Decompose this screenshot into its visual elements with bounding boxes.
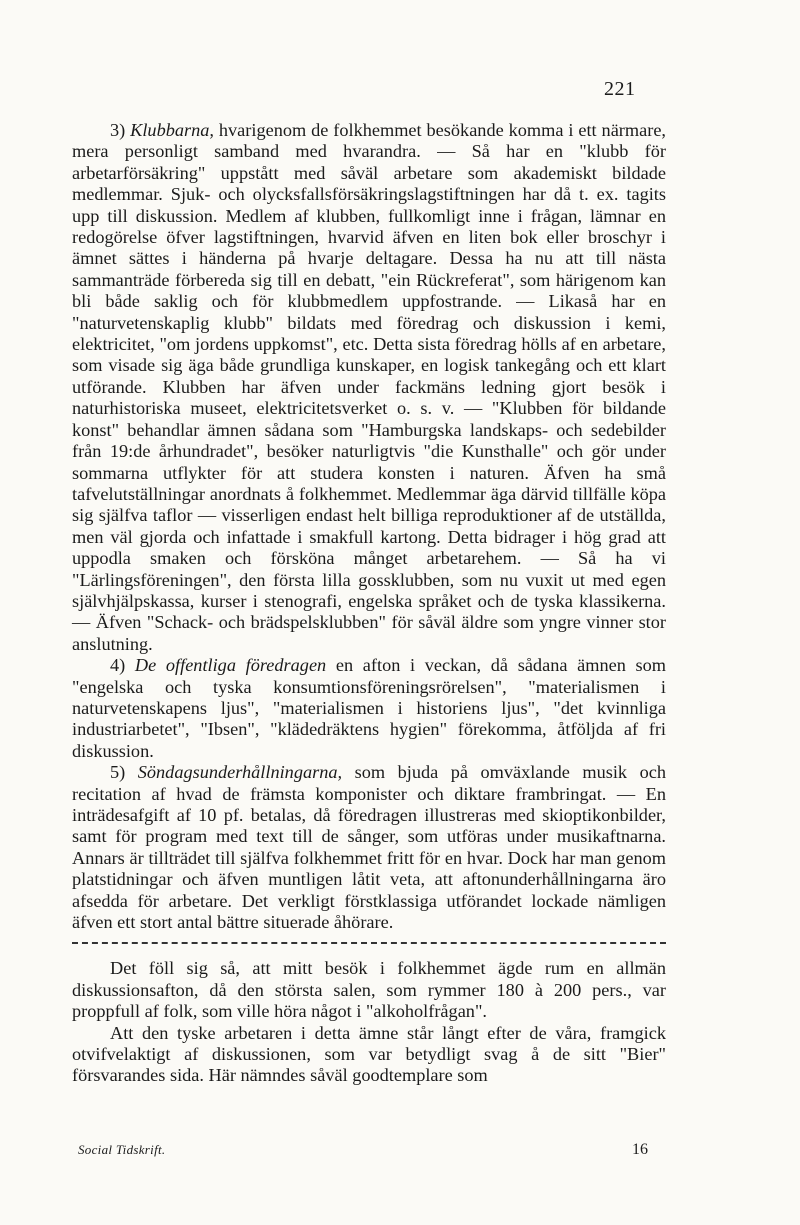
item-number: 4) [110, 655, 135, 676]
item-title: Söndagsunderhållningarna, [137, 762, 343, 783]
journal-name: Social Tidskrift. [78, 1142, 166, 1157]
paragraph-foredragen [72, 655, 666, 762]
paragraph-klubbarna [72, 120, 666, 655]
item-title: Klubbarna, [130, 120, 214, 140]
item-text: som bjuda på omväxlande musik och recitation af hvad de främsta komponister och diktare frambringat. — En inträdesafgift af 10 pf. betalas, då föredragen illustreras med skioptikonbilder, samt för program med text till de sånger, som utföras under musikaftnarna. Annars är tillträdet till själfva folkhemmet fritt för en hvar. Dock har man genom platstidningar och äfven muntligen låtit veta, att aftonunderhållningarna äro afsedda för arbetare. Det verkligt förstklassiga utförandet lockade nämligen äfven ett stort antal bättre situerade åhörare. [72, 762, 666, 933]
section-divider [72, 942, 666, 944]
page-number: 221 [604, 78, 636, 100]
item-number: 5) [110, 762, 138, 783]
paragraph-alkoholfragan: Att den tyske arbetaren i detta ämne står långt efter de våra, framgick otvifvelaktigt af diskussionen, som var betydligt svag å de sitt "Bier" försvarandes sida. Här nämndes såväl goodtemplare som [72, 1022, 666, 1086]
item-number: 3) [110, 120, 131, 140]
paragraph-besok: Det föll sig så, att mitt besök i folkhemmet ägde rum en allmän diskussionsafton, då den största salen, som rymmer 180 à 200 pers., var proppfull af folk, som ville höra något i "alkoholfrågan". [72, 958, 666, 1022]
signature-number: 16 [632, 1141, 648, 1158]
page-footer [78, 1141, 650, 1159]
item-text: hvarigenom de folkhemmet besökande komma i ett närmare, mera personligt samband med hvarandra. — Så har en "klubb för arbetarförsäkring" uppstått med såväl arbetare som akademiskt bildade medlemmar. Sjuk- och olycksfallsförsäkringslagstiftningen har då t. ex. tagits upp till diskussion. Medlem af klubben, fullkomligt inne i frågan, lämnar en redogörelse öfver lagstiftningen, hvarvid äfven en liten bok eller broschyr i ämnet sättes i händerna på hvarje deltagare. Dessa ha nu att till nästa sammanträde förbereda sig till en debatt, "ein Rückreferat", som härigenom kan bli både saklig och för klubbmedlem uppfostrande. — Likaså har en "naturvetenskaplig klubb" bildats med föredrag och diskussion i kemi, elektricitet, "om jordens uppkomst", etc. Detta sista föredrag hölls af en arbetare, som visade sig äga både grundliga kunskaper, en logisk tankegång och ett klart utförande. Klubben har äfven under fackmäns ledning gjort besök i naturhistoriska museet, elektricitetsverket o. s. v. — "Klubben för bildande konst" behandlar ämnen sådana som "Hamburgska landskaps- och sedebilder från 19:de århundradet", besöker naturligtvis "die Kunsthalle" och gör under sommarna utflykter för att studera konsten i naturen. Äfven ha små tafvelutställningar anordnats å folkhemmet. Medlemmar äga därvid tillfälle köpa sig själfva taflor — visserligen endast helt billiga reproduktioner af de utställda, men väl gjorda och infattade i smakfull kartong. Detta bidrager i hög grad att uppodla smaken och försköna månget arbetarehem. — Så ha vi "Lärlingsföreningen", den första lilla gossklubben, som nu vuxit ut med egen självhjälpskassa, kurser i stenografi, engelska språket och de tyska klassikerna. — Äfven "Schack- och brädspelsklubben" för såväl äldre som yngre vinner stor anslutning. [72, 120, 666, 654]
paragraph-sondagsunderhallningarna [72, 762, 666, 933]
body-text [72, 120, 666, 1087]
item-title: De offentliga föredragen [134, 655, 327, 676]
item-text: en afton i veckan, då sådana ämnen som "engelska och tyska konsumtionsföreningsrörelsen", "materialismen i naturvetenskapens ljus", "materialismen i historiens ljus", "det kvinnliga industriarbetet", "Ibsen", "klädedräktens hygien" förekomma, åtföljda af fri diskussion. [72, 655, 666, 761]
